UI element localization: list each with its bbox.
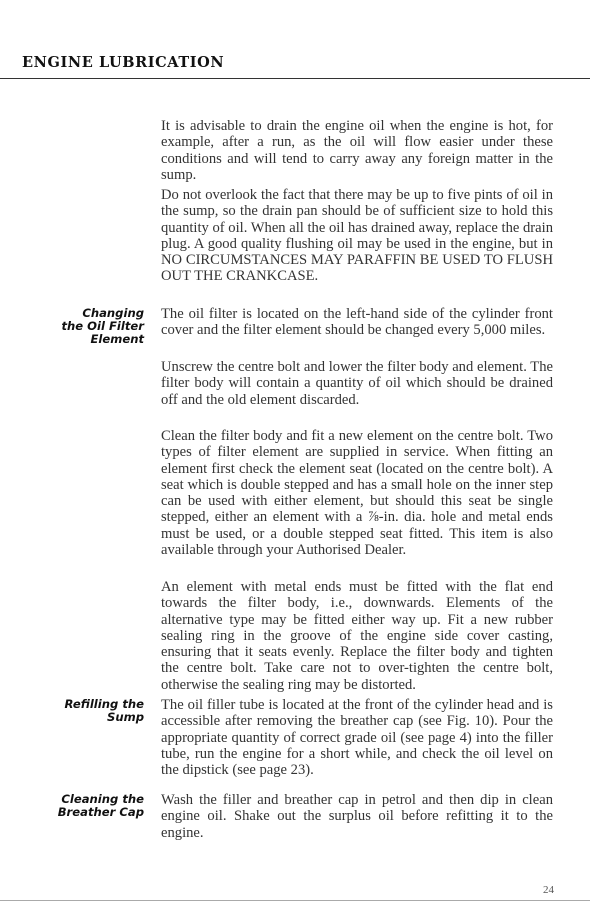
side-heading-line: Cleaning the	[61, 792, 144, 806]
breather-cap-paragraph: Wash the filler and breather cap in petrol and then dip in clean engine oil. Shake out the surplus oil before refitting it to the engine.	[161, 792, 553, 841]
side-heading-oil-filter	[29, 307, 144, 345]
oil-filter-paragraph-1: The oil filter is located on the left-hand side of the cylinder front cover and the filter element should be changed every 5,000 miles.	[161, 306, 553, 339]
header-rule	[0, 78, 590, 79]
oil-filter-paragraph-4: An element with metal ends must be fitted with the flat end towards the filter body, i.e., downwards. Elements of the alternative type may be fitted either way up. Fit a new rubber sealing ring in the groove of the engine side cover casting, ensuring that it seats evenly. Replace the filter body and tighten the centre bolt. Take care not to over-tighten the centre bolt, otherwise the sealing ring may be distorted.	[161, 579, 553, 693]
sump-paragraph: The oil filler tube is located at the front of the cylinder head and is accessible after removing the breather cap (see Fig. 10). Pour the appropriate quantity of correct grade oil (see page 4) into the filler tube, run the engine for a short while, and check the oil level on the dipstick (see page 23).	[161, 697, 553, 779]
page-number: 24	[543, 884, 554, 896]
footer-rule	[0, 900, 590, 901]
intro-paragraph-2: Do not overlook the fact that there may be up to five pints of oil in the sump, so the drain pan should be of sufficient size to hold this quantity of oil. When all the oil has drained away, replace the drain plug. A good quality flushing oil may be used in the engine, but in NO CIRCUMSTANCES MAY PARAFFIN BE USED TO FLUSH OUT THE CRANKCASE.	[161, 187, 553, 285]
side-heading-line: Changing	[82, 306, 144, 320]
side-heading-line: the Oil Filter	[61, 318, 144, 333]
intro-paragraph-1: It is advisable to drain the engine oil when the engine is hot, for example, after a run, as the oil will flow easier under these conditions and will tend to carry away any foreign matter in the sump.	[161, 118, 553, 183]
oil-filter-paragraph-3: Clean the filter body and fit a new element on the centre bolt. Two types of filter element are supplied in service. When fitting an element first check the element seat (located on the centre bolt). A seat which is double stepped and has a small hole on the inner step can be used with either element, but should this seat be single stepped, either an element with a ⅞-in. dia. hole and metal ends must be used, or a double stepped seat fitted. This item is also available through your Authorised Dealer.	[161, 428, 553, 559]
side-heading-breather-cap	[29, 793, 144, 819]
side-heading-line: Element	[90, 331, 144, 346]
side-heading-line: Breather Cap	[57, 804, 144, 819]
oil-filter-paragraph-2: Unscrew the centre bolt and lower the filter body and element. The filter body will contain a quantity of oil which should be drained off and the old element discarded.	[161, 359, 553, 408]
side-heading-line: Refilling the	[64, 697, 144, 711]
side-heading-sump	[29, 698, 144, 724]
page-header-title: ENGINE LUBRICATION	[22, 54, 225, 71]
side-heading-line: Sump	[107, 709, 144, 724]
